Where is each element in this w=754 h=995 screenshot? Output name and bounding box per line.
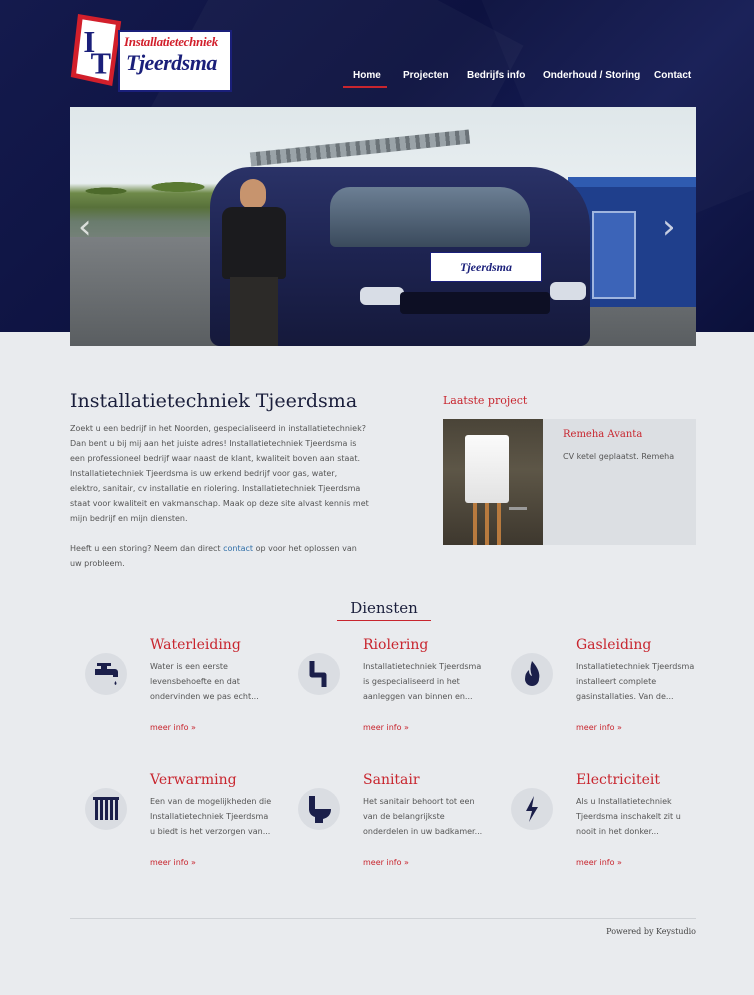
service-text: Installatietechniek Tjeerdsma is gespecialiseerd in het aanleggen van binnen en... bbox=[363, 662, 482, 701]
nav-item-home[interactable]: Home bbox=[353, 70, 381, 81]
nav-item-onderhoud-storing[interactable]: Onderhoud / Storing bbox=[543, 70, 641, 81]
intro-text bbox=[70, 421, 370, 586]
service-text: Het sanitair behoort tot een van de belangrijkste onderdelen in uw badkamer... bbox=[363, 797, 483, 836]
service-text: Installatietechniek Tjeerdsma installeert complete gasinstallaties. Van de... bbox=[576, 662, 695, 701]
logo[interactable] bbox=[70, 14, 230, 94]
slider-ladder bbox=[250, 130, 470, 167]
latest-project-card[interactable] bbox=[443, 419, 696, 545]
service-title[interactable]: Verwarming bbox=[150, 772, 237, 788]
nav-active-indicator bbox=[343, 86, 387, 88]
service-sanitair bbox=[283, 772, 483, 892]
contact-link[interactable]: contact bbox=[223, 544, 254, 553]
services-heading-underline bbox=[337, 620, 431, 621]
slider-next-arrow-icon[interactable]: › bbox=[662, 207, 676, 247]
nav-item-contact[interactable]: Contact bbox=[654, 70, 692, 81]
latest-project-description: CV ketel geplaatst. Remeha bbox=[563, 452, 675, 461]
footer-credit[interactable]: Powered by Keystudio bbox=[606, 927, 696, 936]
toilet-icon bbox=[298, 788, 340, 830]
slider-person bbox=[216, 179, 296, 346]
intro-paragraph-storing bbox=[70, 541, 370, 571]
radiator-icon bbox=[85, 788, 127, 830]
nav-item-bedrijfs-info[interactable]: Bedrijfs info bbox=[467, 70, 526, 81]
service-riolering bbox=[283, 637, 483, 757]
page-title: Installatietechniek Tjeerdsma bbox=[70, 390, 358, 412]
services-heading: Diensten bbox=[350, 599, 418, 617]
nav-item-projecten[interactable]: Projecten bbox=[403, 70, 449, 81]
footer-divider bbox=[70, 918, 696, 919]
svg-text:T: T bbox=[90, 46, 112, 81]
service-gasleiding bbox=[496, 637, 696, 757]
lightning-icon bbox=[511, 788, 553, 830]
service-waterleiding bbox=[70, 637, 270, 757]
logo-wordmark bbox=[118, 30, 232, 92]
service-more-link[interactable]: meer info » bbox=[363, 858, 409, 867]
latest-project-name[interactable]: Remeha Avanta bbox=[563, 429, 643, 440]
service-more-link[interactable]: meer info » bbox=[576, 858, 622, 867]
service-more-link[interactable]: meer info » bbox=[576, 723, 622, 732]
logo-line2: Tjeerdsma bbox=[126, 50, 217, 75]
service-title[interactable]: Gasleiding bbox=[576, 637, 652, 653]
service-title[interactable]: Riolering bbox=[363, 637, 429, 653]
latest-project-image[interactable] bbox=[443, 419, 543, 545]
service-more-link[interactable]: meer info » bbox=[150, 858, 196, 867]
latest-project-heading: Laatste project bbox=[443, 394, 528, 407]
service-more-link[interactable]: meer info » bbox=[150, 723, 196, 732]
hero-slider[interactable] bbox=[70, 107, 696, 346]
intro-text-part: Heeft u een storing? Neem dan direct bbox=[70, 544, 224, 553]
logo-line1: Installatietechniek bbox=[124, 34, 218, 49]
slider-prev-arrow-icon[interactable]: ‹ bbox=[78, 207, 92, 247]
svg-text:I: I bbox=[83, 24, 96, 59]
service-title[interactable]: Waterleiding bbox=[150, 637, 241, 653]
intro-paragraph: Zoekt u een bedrijf in het Noorden, gespecialiseerd in installatietechniek? Dan bent u bij mij aan het juiste adres! Installatietechniek Tjeerdsma is een professioneel bedrijf waar naast de klant, kwaliteit boven aan staat. Installatietechniek Tjeerdsma is uw erkend bedrijf voor gas, water, elektro, sanitair, cv installatie en riolering. Installatietechniek Tjeerdsma staat voor kwaliteit en vakmanschap. Maak op deze site alvast kennis met mijn bedrijf en mijn diensten. bbox=[70, 424, 369, 523]
van-decal: Tjeerdsma bbox=[430, 252, 542, 282]
service-title[interactable]: Electriciteit bbox=[576, 772, 660, 788]
service-text: Water is een eerste levensbehoefte en dat ondervinden we pas echt... bbox=[150, 662, 259, 701]
service-text: Als u Installatietechniek Tjeerdsma inschakelt zit u nooit in het donker... bbox=[576, 797, 681, 836]
logo-badge-icon bbox=[70, 14, 122, 86]
flame-icon bbox=[511, 653, 553, 695]
service-title[interactable]: Sanitair bbox=[363, 772, 420, 788]
service-text: Een van de mogelijkheden die Installatietechniek Tjeerdsma u biedt is het verzorgen van... bbox=[150, 797, 272, 836]
service-verwarming bbox=[70, 772, 270, 892]
service-electriciteit bbox=[496, 772, 696, 892]
drain-pipe-icon bbox=[298, 653, 340, 695]
faucet-icon bbox=[85, 653, 127, 695]
service-more-link[interactable]: meer info » bbox=[363, 723, 409, 732]
intro-text-part: op voor het oplossen van uw probleem. bbox=[70, 544, 357, 568]
